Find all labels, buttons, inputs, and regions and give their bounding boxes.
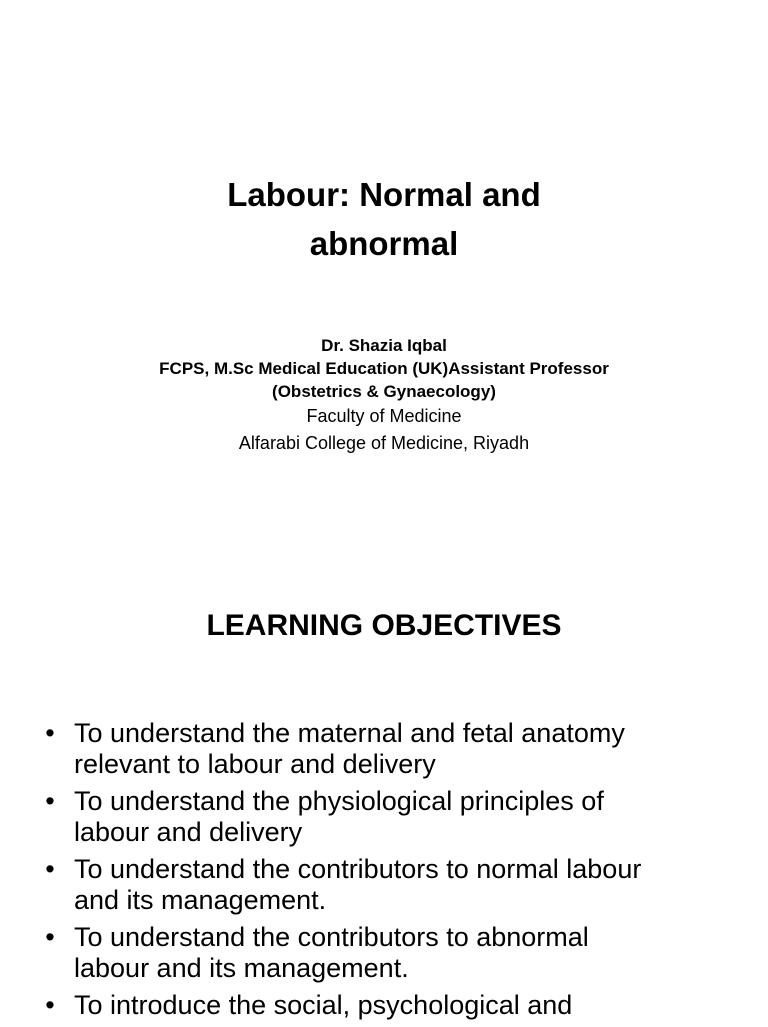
list-item — [40, 718, 740, 780]
objective-line-1: To understand the contributors to normal labour — [74, 854, 642, 884]
objective-line-2: and its management. — [74, 885, 327, 915]
list-item — [40, 854, 740, 916]
title-line-2: abnormal — [309, 225, 459, 262]
objective-line-2: labour and delivery — [74, 817, 303, 847]
list-item — [40, 922, 740, 984]
bullet-icon: • — [45, 786, 55, 816]
college-name: Alfarabi College of Medicine, Riyadh — [238, 433, 530, 453]
bullet-icon: • — [45, 718, 55, 748]
bullet-icon: • — [45, 922, 55, 952]
title-line-1: Labour: Normal and — [227, 176, 541, 213]
objective-line-1: To introduce the social, psychological and — [74, 990, 573, 1020]
list-item — [40, 990, 740, 1021]
objectives-list — [40, 718, 740, 1027]
list-item — [40, 786, 740, 848]
author-credentials-line-1: FCPS, M.Sc Medical Education (UK)Assistant Professor — [159, 359, 609, 378]
bullet-icon: • — [45, 990, 55, 1020]
objective-line-2: relevant to labour and delivery — [74, 749, 436, 779]
objective-line-1: To understand the contributors to abnormal — [74, 922, 589, 952]
objectives-slide — [0, 560, 768, 1024]
objective-line-1: To understand the physiological principles of — [74, 786, 604, 816]
objectives-heading: LEARNING OBJECTIVES — [206, 609, 562, 642]
author-name: Dr. Shazia Iqbal — [321, 336, 447, 355]
objective-line-2: labour and its management. — [74, 953, 409, 983]
author-info — [0, 334, 768, 457]
author-credentials-line-2: (Obstetrics & Gynaecology) — [272, 382, 496, 401]
bullet-icon: • — [45, 854, 55, 884]
faculty-name: Faculty of Medicine — [306, 406, 462, 426]
presentation-title — [0, 170, 768, 268]
objective-line-1: To understand the maternal and fetal anatomy — [74, 718, 625, 748]
